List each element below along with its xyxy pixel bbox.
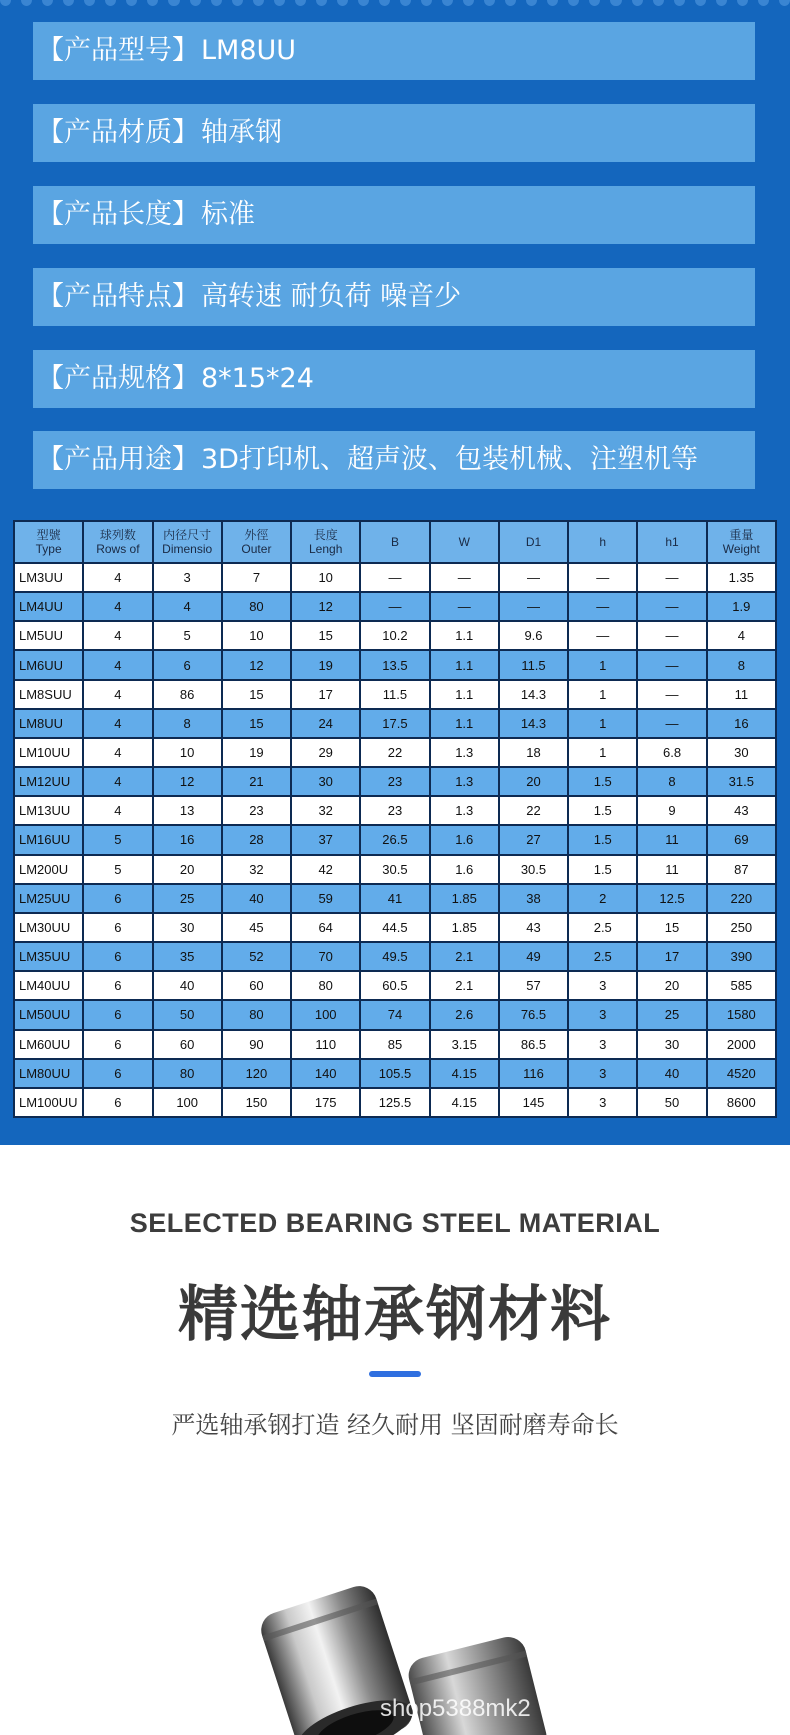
table-cell: 30 (291, 767, 360, 796)
table-cell: 12.5 (637, 884, 706, 913)
info-label: 【产品用途】 (37, 444, 199, 475)
table-cell: — (430, 563, 499, 592)
table-cell: 49.5 (360, 942, 429, 971)
column-header-line2: Rows of (96, 542, 140, 556)
table-cell: — (360, 563, 429, 592)
table-cell: 2.5 (568, 942, 637, 971)
table-cell: 19 (291, 650, 360, 679)
table-cell: 11.5 (360, 680, 429, 709)
table-cell: 13.5 (360, 650, 429, 679)
info-label: 【产品材质】 (37, 117, 199, 148)
table-row (14, 563, 776, 592)
table-cell: 2.6 (430, 1000, 499, 1029)
table-cell: 57 (499, 971, 568, 1000)
watermark-text: shop5388mk2 (380, 1695, 531, 1722)
column-header (14, 521, 83, 563)
table-cell: 45 (222, 913, 291, 942)
table-cell-type: LM6UU (14, 650, 83, 679)
column-header-line1: 外徑 (244, 528, 269, 542)
table-cell: 52 (222, 942, 291, 971)
table-cell: 3 (568, 1088, 637, 1117)
table-row (14, 592, 776, 621)
column-header-line2: Weight (722, 542, 760, 556)
column-header-line1: B (390, 535, 399, 549)
table-cell: 1.5 (568, 825, 637, 854)
table-cell: 3 (568, 1059, 637, 1088)
table-cell-type: LM3UU (14, 563, 83, 592)
info-value: 标准 (201, 199, 255, 230)
table-cell: 2.5 (568, 913, 637, 942)
table-cell: 31.5 (707, 767, 776, 796)
table-cell: 175 (291, 1088, 360, 1117)
table-cell: 30 (707, 738, 776, 767)
table-cell: 50 (153, 1000, 222, 1029)
info-label: 【产品特点】 (37, 281, 199, 312)
table-cell: 42 (291, 855, 360, 884)
table-cell: 585 (707, 971, 776, 1000)
info-label: 【产品规格】 (37, 363, 199, 394)
table-cell: 1.6 (430, 855, 499, 884)
table-cell: — (637, 563, 706, 592)
table-cell: 15 (637, 913, 706, 942)
table-cell: 10 (291, 563, 360, 592)
table-row (14, 825, 776, 854)
table-cell: 14.3 (499, 680, 568, 709)
table-cell: 105.5 (360, 1059, 429, 1088)
header-row (14, 521, 776, 563)
table-cell: 80 (222, 592, 291, 621)
table-cell: 4 (83, 709, 152, 738)
table-cell: 21 (222, 767, 291, 796)
table-cell: 220 (707, 884, 776, 913)
table-cell: 11 (637, 855, 706, 884)
column-header (568, 521, 637, 563)
table-cell: 7 (222, 563, 291, 592)
table-cell: 3 (568, 971, 637, 1000)
table-cell: 4.15 (430, 1088, 499, 1117)
table-cell: 70 (291, 942, 360, 971)
table-cell: 19 (222, 738, 291, 767)
table-cell: 4 (83, 680, 152, 709)
table-cell: 1.5 (568, 767, 637, 796)
table-cell: 6 (153, 650, 222, 679)
table-cell: 1.1 (430, 709, 499, 738)
table-cell: 85 (360, 1030, 429, 1059)
table-cell-type: LM4UU (14, 592, 83, 621)
table-cell: 8600 (707, 1088, 776, 1117)
table-cell: 26.5 (360, 825, 429, 854)
table-cell: 41 (360, 884, 429, 913)
table-cell: 49 (499, 942, 568, 971)
table-cell: 1.1 (430, 621, 499, 650)
column-header-line2: Dimensio (162, 542, 213, 556)
table-cell: 8 (707, 650, 776, 679)
table-cell: 35 (153, 942, 222, 971)
table-cell: 43 (707, 796, 776, 825)
decorative-dots (0, 0, 790, 10)
table-cell: 120 (222, 1059, 291, 1088)
table-cell: 43 (499, 913, 568, 942)
table-cell: 1.1 (430, 680, 499, 709)
table-cell: 87 (707, 855, 776, 884)
table-cell: 38 (499, 884, 568, 913)
table-cell-type: LM8UU (14, 709, 83, 738)
table-cell: 17.5 (360, 709, 429, 738)
table-cell: 1.1 (430, 650, 499, 679)
table-cell: 3 (568, 1030, 637, 1059)
column-header (153, 521, 222, 563)
table-cell: — (637, 592, 706, 621)
table-cell: 10 (153, 738, 222, 767)
table-cell: 15 (222, 709, 291, 738)
table-cell: 32 (291, 796, 360, 825)
table-row (14, 767, 776, 796)
table-cell: — (430, 592, 499, 621)
table-cell: 2.1 (430, 971, 499, 1000)
table-cell: 1 (568, 680, 637, 709)
table-cell: — (360, 592, 429, 621)
spec-table-body (14, 563, 776, 1117)
table-cell: 18 (499, 738, 568, 767)
table-cell: 4.15 (430, 1059, 499, 1088)
table-cell: 40 (153, 971, 222, 1000)
table-cell: 22 (499, 796, 568, 825)
info-value: 8*15*24 (201, 363, 314, 394)
table-cell: 4 (83, 738, 152, 767)
table-cell: 28 (222, 825, 291, 854)
table-cell: 17 (291, 680, 360, 709)
accent-divider (369, 1371, 421, 1377)
table-cell: 250 (707, 913, 776, 942)
table-cell: 100 (153, 1088, 222, 1117)
table-cell: 1.5 (568, 796, 637, 825)
column-header-line1: W (458, 535, 470, 549)
table-cell: 80 (291, 971, 360, 1000)
table-cell-type: LM12UU (14, 767, 83, 796)
table-cell: 20 (153, 855, 222, 884)
column-header-line1: 内径尺寸 (163, 528, 212, 542)
table-cell: 1.3 (430, 796, 499, 825)
table-row (14, 680, 776, 709)
table-cell: 80 (222, 1000, 291, 1029)
section-title-cn: 精选轴承钢材料 (178, 1280, 612, 1350)
table-cell: 32 (222, 855, 291, 884)
info-label: 【产品长度】 (37, 199, 199, 230)
table-cell: 30.5 (360, 855, 429, 884)
material-section (0, 1145, 790, 1730)
info-value: 3D打印机、超声波、包装机械、注塑机等 (201, 444, 698, 475)
table-cell: 12 (291, 592, 360, 621)
table-row (14, 971, 776, 1000)
column-header-line1: 長度 (313, 528, 338, 542)
table-cell: 90 (222, 1030, 291, 1059)
table-cell: 1.85 (430, 884, 499, 913)
column-header-line1: 型號 (36, 528, 61, 542)
table-cell: 1.5 (568, 855, 637, 884)
table-cell: 1580 (707, 1000, 776, 1029)
table-cell: 145 (499, 1088, 568, 1117)
column-header (83, 521, 152, 563)
table-cell: — (637, 650, 706, 679)
table-cell: 1.3 (430, 767, 499, 796)
column-header-line1: D1 (525, 535, 542, 549)
table-cell-type: LM200U (14, 855, 83, 884)
column-header-line1: h1 (665, 535, 679, 549)
table-cell: 1 (568, 709, 637, 738)
table-cell: 30 (637, 1030, 706, 1059)
table-cell: 6 (83, 942, 152, 971)
column-header (637, 521, 706, 563)
info-value: 高转速 耐负荷 噪音少 (201, 281, 462, 312)
table-cell-type: LM80UU (14, 1059, 83, 1088)
table-cell: 80 (153, 1059, 222, 1088)
table-cell: 3.15 (430, 1030, 499, 1059)
table-cell: 37 (291, 825, 360, 854)
table-cell: 6 (83, 1059, 152, 1088)
table-cell: 1.6 (430, 825, 499, 854)
table-cell: 12 (222, 650, 291, 679)
table-row (14, 1059, 776, 1088)
spec-table (13, 520, 777, 1118)
table-cell: 100 (291, 1000, 360, 1029)
table-cell: 1.3 (430, 738, 499, 767)
table-row (14, 1000, 776, 1029)
info-bar-spec (33, 350, 755, 408)
table-cell: 86.5 (499, 1030, 568, 1059)
table-cell: 23 (360, 767, 429, 796)
table-row (14, 913, 776, 942)
table-cell: 25 (153, 884, 222, 913)
table-cell: 6 (83, 913, 152, 942)
info-value: LM8UU (201, 35, 297, 66)
table-cell: 24 (291, 709, 360, 738)
table-cell: 9.6 (499, 621, 568, 650)
table-cell: 4 (707, 621, 776, 650)
section-subtitle: 严选轴承钢打造 经久耐用 坚固耐磨寿命长 (171, 1411, 619, 1439)
table-cell-type: LM60UU (14, 1030, 83, 1059)
table-cell: 23 (360, 796, 429, 825)
table-row (14, 942, 776, 971)
table-cell: 76.5 (499, 1000, 568, 1029)
table-cell: 60 (222, 971, 291, 1000)
table-cell: 125.5 (360, 1088, 429, 1117)
column-header-line2: Type (35, 542, 62, 556)
table-cell: 4520 (707, 1059, 776, 1088)
table-cell: 4 (153, 592, 222, 621)
table-cell: 110 (291, 1030, 360, 1059)
column-header (222, 521, 291, 563)
column-header (707, 521, 776, 563)
table-cell: 6 (83, 1088, 152, 1117)
table-cell: 4 (83, 592, 152, 621)
table-cell: 10 (222, 621, 291, 650)
info-value: 轴承钢 (201, 117, 282, 148)
table-row (14, 709, 776, 738)
table-row (14, 796, 776, 825)
table-row (14, 650, 776, 679)
table-cell: 44.5 (360, 913, 429, 942)
table-cell: 2 (568, 884, 637, 913)
table-cell: 4 (83, 650, 152, 679)
column-header-line1: 重量 (729, 528, 754, 542)
table-cell: 150 (222, 1088, 291, 1117)
table-row (14, 1088, 776, 1117)
table-cell-type: LM35UU (14, 942, 83, 971)
table-cell: — (499, 563, 568, 592)
table-cell: 4 (83, 621, 152, 650)
table-cell: 1 (568, 650, 637, 679)
table-row (14, 884, 776, 913)
info-bar-material (33, 104, 755, 162)
table-cell-type: LM8SUU (14, 680, 83, 709)
table-row (14, 855, 776, 884)
table-cell: 1 (568, 738, 637, 767)
table-cell-type: LM16UU (14, 825, 83, 854)
table-cell: 5 (83, 855, 152, 884)
info-bar-features (33, 268, 755, 326)
column-header (291, 521, 360, 563)
table-cell: 10.2 (360, 621, 429, 650)
table-cell: 69 (707, 825, 776, 854)
table-cell-type: LM100UU (14, 1088, 83, 1117)
table-cell: 4 (83, 767, 152, 796)
table-cell: 3 (153, 563, 222, 592)
table-cell: 14.3 (499, 709, 568, 738)
table-cell: 4 (83, 563, 152, 592)
table-cell: 5 (83, 825, 152, 854)
table-cell: 17 (637, 942, 706, 971)
table-cell: 29 (291, 738, 360, 767)
column-header-line2: Lengh (309, 542, 343, 556)
table-cell: 1.9 (707, 592, 776, 621)
table-cell-type: LM30UU (14, 913, 83, 942)
table-cell: 40 (222, 884, 291, 913)
table-cell: 15 (291, 621, 360, 650)
table-cell: 3 (568, 1000, 637, 1029)
table-row (14, 1030, 776, 1059)
table-cell: 8 (637, 767, 706, 796)
table-cell: 390 (707, 942, 776, 971)
table-cell: 15 (222, 680, 291, 709)
table-cell: 6 (83, 971, 152, 1000)
column-header-line1: 球列数 (99, 528, 136, 542)
table-cell: 60 (153, 1030, 222, 1059)
table-cell: 25 (637, 1000, 706, 1029)
table-cell: 13 (153, 796, 222, 825)
info-bar-usage (33, 431, 755, 489)
table-cell: 1.35 (707, 563, 776, 592)
column-header-line1: h (599, 535, 607, 549)
table-row (14, 738, 776, 767)
table-cell: 64 (291, 913, 360, 942)
table-cell: — (568, 592, 637, 621)
info-bar-model (33, 22, 755, 80)
table-cell: — (568, 621, 637, 650)
column-header (360, 521, 429, 563)
table-cell: 2.1 (430, 942, 499, 971)
table-cell: 11 (637, 825, 706, 854)
table-cell: 30.5 (499, 855, 568, 884)
table-cell: 11 (707, 680, 776, 709)
table-row (14, 621, 776, 650)
table-cell: — (499, 592, 568, 621)
section-title-en: SELECTED BEARING STEEL MATERIAL (129, 1208, 661, 1238)
table-cell: 1.85 (430, 913, 499, 942)
table-cell-type: LM10UU (14, 738, 83, 767)
table-cell-type: LM50UU (14, 1000, 83, 1029)
table-cell: 6 (83, 1030, 152, 1059)
table-cell: 12 (153, 767, 222, 796)
table-cell: 5 (153, 621, 222, 650)
table-cell: 4 (83, 796, 152, 825)
table-cell: 16 (153, 825, 222, 854)
table-cell: 6 (83, 884, 152, 913)
table-cell: 116 (499, 1059, 568, 1088)
table-cell: 9 (637, 796, 706, 825)
table-cell: — (637, 680, 706, 709)
table-cell: 50 (637, 1088, 706, 1117)
table-cell: 86 (153, 680, 222, 709)
table-cell: — (637, 621, 706, 650)
table-cell-type: LM13UU (14, 796, 83, 825)
table-cell: 6 (83, 1000, 152, 1029)
table-cell: 8 (153, 709, 222, 738)
table-cell: 22 (360, 738, 429, 767)
column-header (430, 521, 499, 563)
table-cell: 11.5 (499, 650, 568, 679)
table-cell: 6.8 (637, 738, 706, 767)
table-cell-type: LM25UU (14, 884, 83, 913)
table-cell: 59 (291, 884, 360, 913)
table-cell: 23 (222, 796, 291, 825)
table-cell: 140 (291, 1059, 360, 1088)
info-bar-length (33, 186, 755, 244)
table-cell: 2000 (707, 1030, 776, 1059)
table-cell: 16 (707, 709, 776, 738)
column-header-line2: Outer (241, 542, 272, 556)
table-cell-type: LM40UU (14, 971, 83, 1000)
info-label: 【产品型号】 (37, 35, 199, 66)
table-cell: 20 (637, 971, 706, 1000)
table-cell: 27 (499, 825, 568, 854)
table-cell: — (637, 709, 706, 738)
spec-table-header (14, 521, 776, 563)
table-cell: 40 (637, 1059, 706, 1088)
table-cell: 20 (499, 767, 568, 796)
table-cell: 30 (153, 913, 222, 942)
table-cell: 60.5 (360, 971, 429, 1000)
table-cell: — (568, 563, 637, 592)
table-cell: 74 (360, 1000, 429, 1029)
column-header (499, 521, 568, 563)
table-cell-type: LM5UU (14, 621, 83, 650)
